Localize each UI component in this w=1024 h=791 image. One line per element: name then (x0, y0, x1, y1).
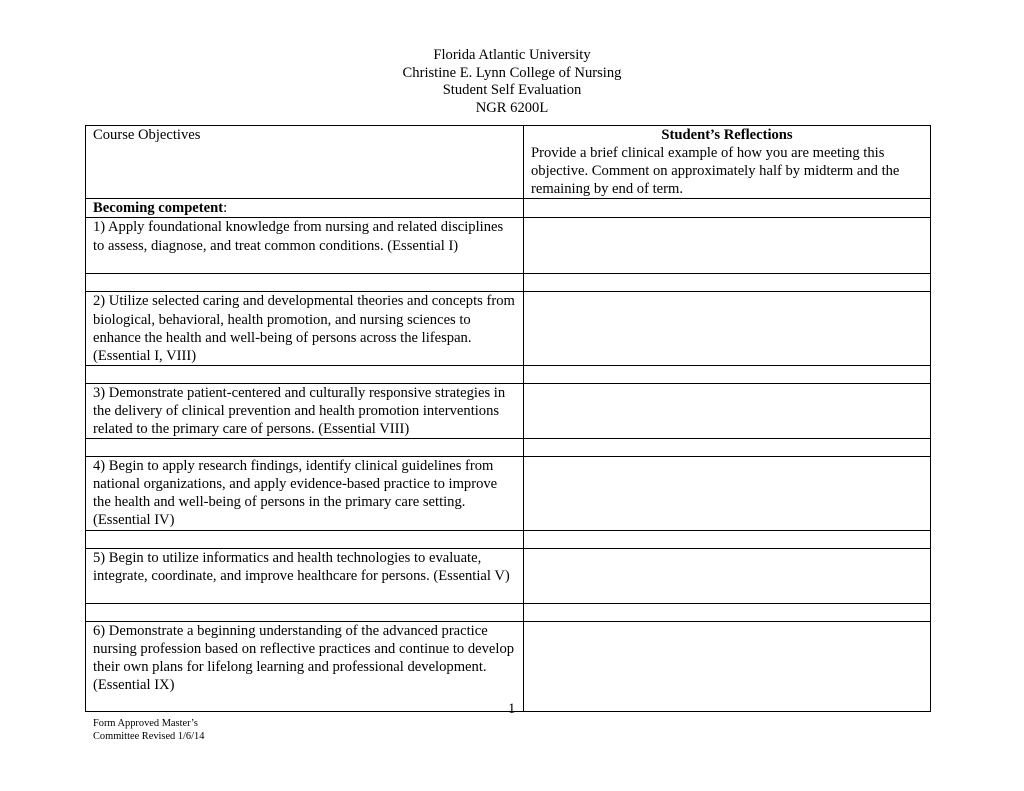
spacer-row (86, 274, 931, 292)
course-objectives-header: Course Objectives (86, 126, 524, 199)
objective-text-3: 3) Demonstrate patient-centered and culturally responsive strategies in the delivery of clinical prevention and health promotion interventions related to the primary care of persons. (Essential VIII) (86, 383, 524, 438)
objective-row-5 (86, 548, 931, 603)
objective-text-5: 5) Begin to utilize informatics and health technologies to evaluate, integrate, coordinate, and improve healthcare for persons. (Essential V) (86, 548, 524, 603)
section-row (86, 199, 931, 218)
page-number: 1 (508, 701, 516, 717)
objective-row-4 (86, 457, 931, 530)
college-name: Christine E. Lynn College of Nursing (402, 64, 622, 81)
document-footer (93, 717, 204, 743)
objective-text-6: 6) Demonstrate a beginning understanding of the advanced practice nursing profession based on reflective practices and continue to develop their own plans for lifelong learning and professional development. (Essential IX) (86, 621, 524, 711)
footer-line-1: Form Approved Master’s (93, 718, 198, 729)
evaluation-table (85, 125, 931, 712)
reflection-cell-3[interactable] (524, 383, 931, 438)
section-label-cell (86, 199, 524, 218)
spacer-row (86, 603, 931, 621)
reflection-cell-4[interactable] (524, 457, 931, 530)
spacer-row (86, 530, 931, 548)
spacer-row (86, 439, 931, 457)
objective-text-2: 2) Utilize selected caring and developmental theories and concepts from biological, behavioral, health promotion, and nursing sciences to enhance the health and well-being of persons across the lifespan. (Essential I, VIII) (86, 292, 524, 365)
footer-line-2: Committee Revised 1/6/14 (93, 731, 205, 742)
objective-text-4: 4) Begin to apply research findings, identify clinical guidelines from national organizations, and apply evidence-based practice to improve the health and well-being of persons in the primary care setting. (Essential IV) (86, 457, 524, 530)
reflections-instructions: Provide a brief clinical example of how you are meeting this objective. Comment on approximately half by midterm and the remaining by end of term. (531, 145, 900, 198)
reflection-cell-1[interactable] (524, 218, 931, 274)
objective-row-3 (86, 383, 931, 438)
reflection-cell-2[interactable] (524, 292, 931, 365)
document-title: Student Self Evaluation (442, 82, 582, 98)
document-header (0, 47, 1024, 117)
university-name: Florida Atlantic University (433, 47, 591, 63)
student-reflections-header (524, 126, 931, 199)
section-reflection-cell (524, 199, 931, 218)
course-code: NGR 6200L (475, 99, 549, 116)
objective-row-6 (86, 621, 931, 711)
section-colon: : (223, 200, 228, 217)
table-header-row (86, 126, 931, 199)
spacer-row (86, 365, 931, 383)
student-reflections-title: Student’s Reflections (661, 127, 793, 143)
objective-text-1: 1) Apply foundational knowledge from nursing and related disciplines to assess, diagnose, and treat common conditions. (Essential I) (86, 218, 524, 274)
section-label: Becoming competent (93, 200, 224, 217)
reflection-cell-6[interactable] (524, 621, 931, 711)
objective-row-2 (86, 292, 931, 365)
reflection-cell-5[interactable] (524, 548, 931, 603)
objective-row-1 (86, 218, 931, 274)
